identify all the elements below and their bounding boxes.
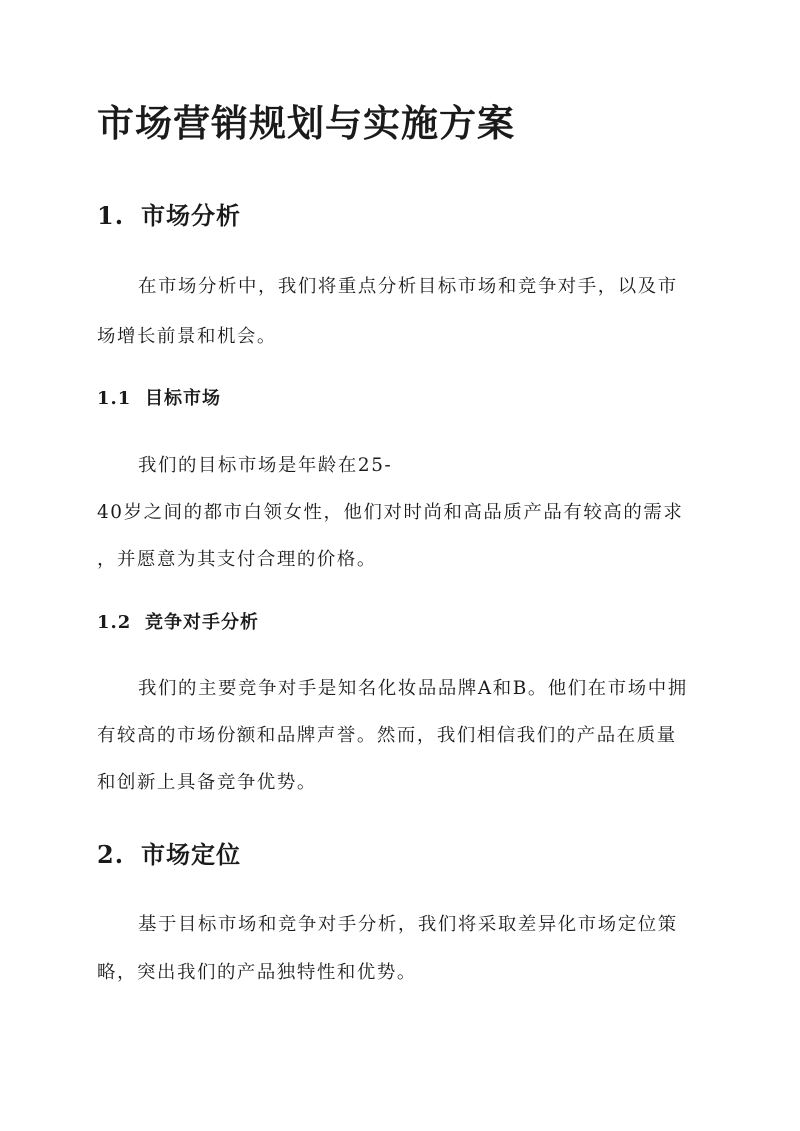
section-1-intro-line-1: 在市场分析中，我们将重点分析目标市场和竞争对手，以及市 [138, 276, 678, 297]
subsection-1-1-title: 目标市场 [145, 388, 221, 409]
section-2-line-2: 略，突出我们的产品独特性和优势。 [97, 962, 417, 983]
subsection-1-1-heading [97, 384, 221, 410]
subsection-1-2-title: 竞争对手分析 [145, 612, 259, 633]
subsection-1-1-line-2: 40岁之间的都市白领女性，他们对时尚和高品质产品有较高的需求 [97, 502, 684, 523]
subsection-1-2-heading [97, 608, 259, 634]
subsection-1-1-line-3: ，并愿意为其支付合理的价格。 [97, 549, 377, 570]
subsection-1-2-line-1: 我们的主要竞争对手是知名化妆品品牌A和B。他们在市场中拥 [138, 678, 688, 699]
section-2-title: 市场定位 [141, 840, 241, 869]
section-1-intro-line-2: 场增长前景和机会。 [97, 326, 277, 347]
subsection-1-2-number: 1.2 [97, 612, 132, 633]
subsection-1-2-line-2: 有较高的市场份额和品牌声誉。然而，我们相信我们的产品在质量 [97, 725, 677, 746]
section-2-number: 2. [97, 840, 125, 869]
section-1-heading [97, 196, 241, 231]
section-1-title: 市场分析 [141, 201, 241, 230]
section-2-heading [97, 835, 241, 870]
section-2-line-1: 基于目标市场和竞争对手分析，我们将采取差异化市场定位策 [138, 914, 678, 935]
subsection-1-1-number: 1.1 [97, 388, 132, 409]
document-title: 市场营销规划与实施方案 [97, 101, 515, 145]
subsection-1-1-line-1: 我们的目标市场是年龄在25- [138, 455, 393, 476]
subsection-1-2-line-3: 和创新上具备竞争优势。 [97, 772, 317, 793]
section-1-number: 1. [97, 201, 125, 230]
